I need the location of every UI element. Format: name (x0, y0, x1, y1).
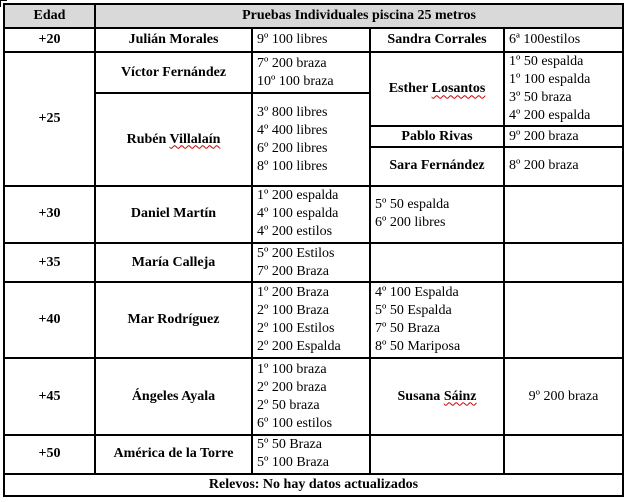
swimmer-events (504, 358, 623, 434)
age-cell: +20 (4, 28, 95, 52)
swimmer-name: Sandra Corrales (370, 28, 504, 52)
event-item: 5º 50 Braza (257, 437, 322, 453)
swimmer-events (252, 186, 370, 243)
results-table-wrapper (3, 3, 624, 497)
swimmer-events (504, 147, 623, 186)
swimmer-name: Sara Fernández (370, 147, 504, 186)
event-item: 3º 50 braza (509, 90, 572, 106)
swimmer-name: Julián Morales (95, 28, 252, 52)
event-item: 1º 200 Braza (257, 285, 329, 301)
table-title: Pruebas Individuales piscina 25 metros (95, 4, 623, 28)
row-age-40 (4, 282, 623, 358)
swimmer-events (252, 93, 370, 185)
swimmer-events (504, 52, 623, 126)
event-item: 8º 50 Mariposa (375, 339, 461, 355)
swimmer-events (252, 358, 370, 434)
swimmer-events (252, 243, 370, 282)
age-header: Edad (4, 4, 95, 28)
swimmer-events (252, 52, 370, 93)
swimmer-name: María Calleja (95, 243, 252, 282)
event-item: 7º 50 Braza (375, 321, 440, 337)
event-item: 9º 100 libres (257, 32, 328, 48)
swimmer-name: Víctor Fernández (95, 52, 252, 93)
event-item: 2º 100 Braza (257, 303, 329, 319)
event-item: 9º 200 braza (509, 128, 579, 144)
swimmer-name: Rubén Villalaín (95, 93, 252, 185)
swimmer-name: Pablo Rivas (370, 126, 504, 146)
empty-cell (370, 435, 504, 474)
swimmer-events (252, 435, 370, 474)
event-item: 5º 50 Espalda (375, 303, 452, 319)
event-item: 8º 200 braza (509, 158, 579, 174)
event-item: 4º 100 espalda (257, 206, 339, 222)
event-item: 4º 400 libres (257, 122, 328, 138)
swimmer-events (252, 282, 370, 358)
empty-cell (504, 186, 623, 243)
event-item: 4º 200 espalda (509, 108, 591, 124)
event-item: 2º 100 Estilos (257, 321, 335, 337)
swimmer-name: Daniel Martín (95, 186, 252, 243)
event-item: 1º 100 braza (257, 361, 327, 377)
empty-cell (504, 243, 623, 282)
swimmer-events (504, 28, 623, 52)
age-cell: +35 (4, 243, 95, 282)
event-item: 5º 200 Estilos (257, 245, 335, 261)
event-item: 7º 200 braza (257, 55, 327, 71)
header-row (4, 4, 623, 28)
swimmer-name: Mar Rodríguez (95, 282, 252, 358)
event-item: 6º 200 libres (375, 215, 446, 231)
swimmer-name: Esther Losantos (370, 52, 504, 126)
swimmer-name: América de la Torre (95, 435, 252, 474)
row-age-30 (4, 186, 623, 243)
results-table (3, 3, 624, 497)
event-item: 2º 200 Espalda (257, 339, 341, 355)
event-item: 1º 50 espalda (509, 54, 584, 70)
age-cell: +40 (4, 282, 95, 358)
swimmer-events (370, 282, 504, 358)
event-item: 4º 200 estilos (257, 224, 333, 240)
event-item: 5º 50 espalda (375, 197, 450, 213)
row-age-20 (4, 28, 623, 52)
event-item: 6ª 100estilos (509, 32, 581, 48)
age-cell: +50 (4, 435, 95, 474)
event-item: 6º 100 estilos (257, 415, 333, 431)
event-item: 2º 200 braza (257, 379, 327, 395)
empty-cell (504, 435, 623, 474)
event-item: 10º 100 braza (257, 73, 334, 89)
swimmer-events (370, 186, 504, 243)
event-item: 1º 100 espalda (509, 72, 591, 88)
event-item: 4º 100 Espalda (375, 285, 459, 301)
age-cell: +30 (4, 186, 95, 243)
event-item: 9º 200 braza (528, 388, 599, 404)
swimmer-name: Susana Sáinz (370, 358, 504, 434)
event-item: 6º 200 libres (257, 140, 328, 156)
empty-cell (504, 282, 623, 358)
swimmer-events (252, 28, 370, 52)
event-item: 3º 800 libres (257, 104, 328, 120)
event-item: 1º 200 espalda (257, 188, 339, 204)
age-cell: +45 (4, 358, 95, 434)
row-age-45 (4, 358, 623, 434)
event-item: 5º 100 Braza (257, 455, 329, 471)
relays-note: Relevos: No hay datos actualizados (4, 474, 623, 496)
swimmer-name: Ángeles Ayala (95, 358, 252, 434)
row-age-50 (4, 435, 623, 474)
row-age-35 (4, 243, 623, 282)
event-item: 7º 200 Braza (257, 263, 329, 279)
event-item: 2º 50 braza (257, 397, 320, 413)
swimmer-events (504, 126, 623, 146)
age-cell: +25 (4, 52, 95, 186)
footer-row (4, 474, 623, 496)
empty-cell (370, 243, 504, 282)
row-age-25 (4, 52, 623, 93)
event-item: 8º 100 libres (257, 158, 328, 174)
